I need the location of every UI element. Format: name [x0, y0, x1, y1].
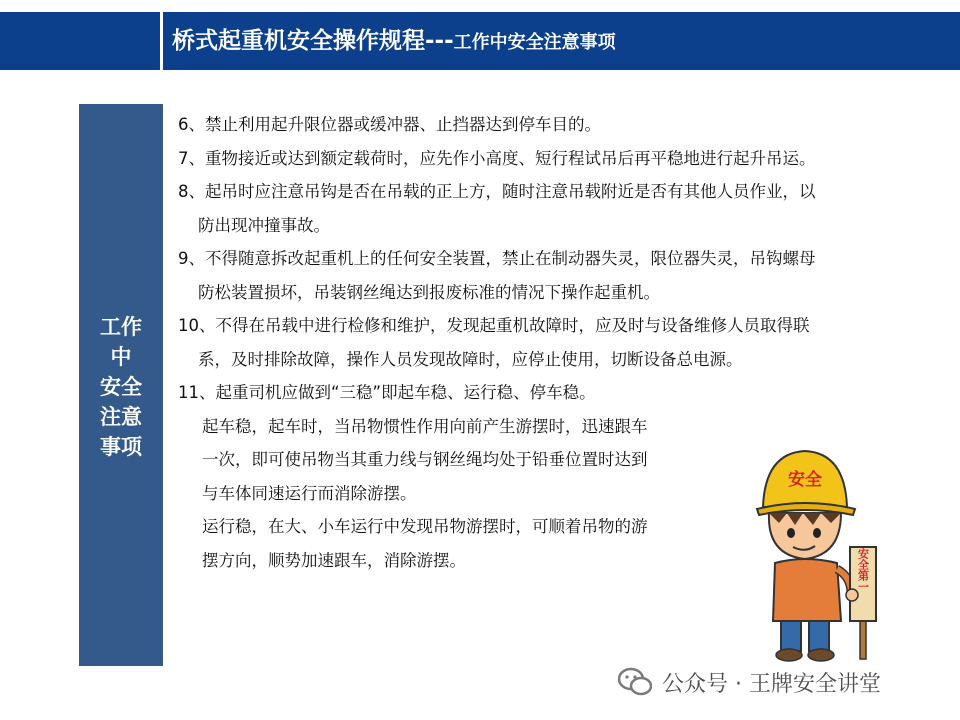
safety-worker-illustration: [755, 445, 880, 665]
section-label-line: 中: [110, 345, 132, 369]
rule-subtext: 与车体同速运行而消除游摆。: [202, 483, 417, 503]
rule-item-6: [178, 108, 913, 142]
rule-subtext: 一次，即可使吊物当其重力线与钢丝绳均处于铅垂位置时达到: [202, 450, 648, 469]
rule-text: 9、不得随意拆改起重机上的任何安全装置，禁止在制动器失灵，限位器失灵，吊钩螺母: [178, 249, 816, 268]
page-title-main: 桥式起重机安全操作规程---: [172, 28, 454, 54]
sign-label: 安全第一: [856, 548, 870, 592]
rule-text-continued: 系，及时排除故障，操作人员发现故障时，应停止使用，切断设备总电源。: [198, 349, 743, 369]
section-label-line: 注意: [100, 405, 142, 429]
watermark-text: 公众号 · 王牌安全讲堂: [662, 671, 881, 697]
rule-text-continued: 防出现冲撞事故。: [198, 215, 330, 235]
rule-item-9: [178, 242, 913, 309]
section-label-line: 工作: [100, 315, 142, 339]
rule-item-7: [178, 142, 913, 176]
rule-text: 6、禁止利用起升限位器或缓冲器、止挡器达到停车目的。: [178, 115, 601, 134]
helmet-label: 安全: [788, 470, 822, 490]
rule-item-11: [178, 376, 913, 410]
watermark: [618, 664, 881, 700]
rule-text: 7、重物接近或达到额定载荷时，应先作小高度、短行程试吊后再平稳地进行起升吊运。: [178, 148, 816, 168]
section-label-line: 事项: [100, 435, 142, 459]
rule-subtext: 摆方向，顺势加速跟车，消除游摆。: [202, 550, 466, 570]
wechat-icon: [618, 667, 652, 697]
page-title: [172, 12, 616, 70]
rule-text: 11、起重司机应做到“三稳”即起车稳、运行稳、停车稳。: [178, 383, 596, 402]
page-title-sub: 工作中安全注意事项: [453, 32, 616, 53]
rule-text: 10、不得在吊载中进行检修和维护，发现起重机故障时，应及时与设备维修人员取得联: [178, 316, 810, 335]
rule-subtext: 起车稳，起车时，当吊物惯性作用向前产生游摆时，迅速跟车: [202, 416, 648, 436]
rule-item-10: [178, 309, 913, 376]
section-label-line: 安全: [100, 375, 142, 399]
rule-subtext: 运行稳，在大、小车运行中发现吊物游摆时，可顺着吊物的游: [202, 517, 648, 536]
rule-text-continued: 防松装置损坏，吊装钢丝绳达到报废标准的情况下操作起重机。: [198, 282, 660, 302]
title-separator: [160, 12, 163, 70]
section-label: [79, 312, 163, 462]
rule-item-8: [178, 175, 913, 242]
rule-text: 8、起吊时应注意吊钩是否在吊载的正上方，随时注意吊载附近是否有其他人员作业，以: [178, 182, 816, 201]
